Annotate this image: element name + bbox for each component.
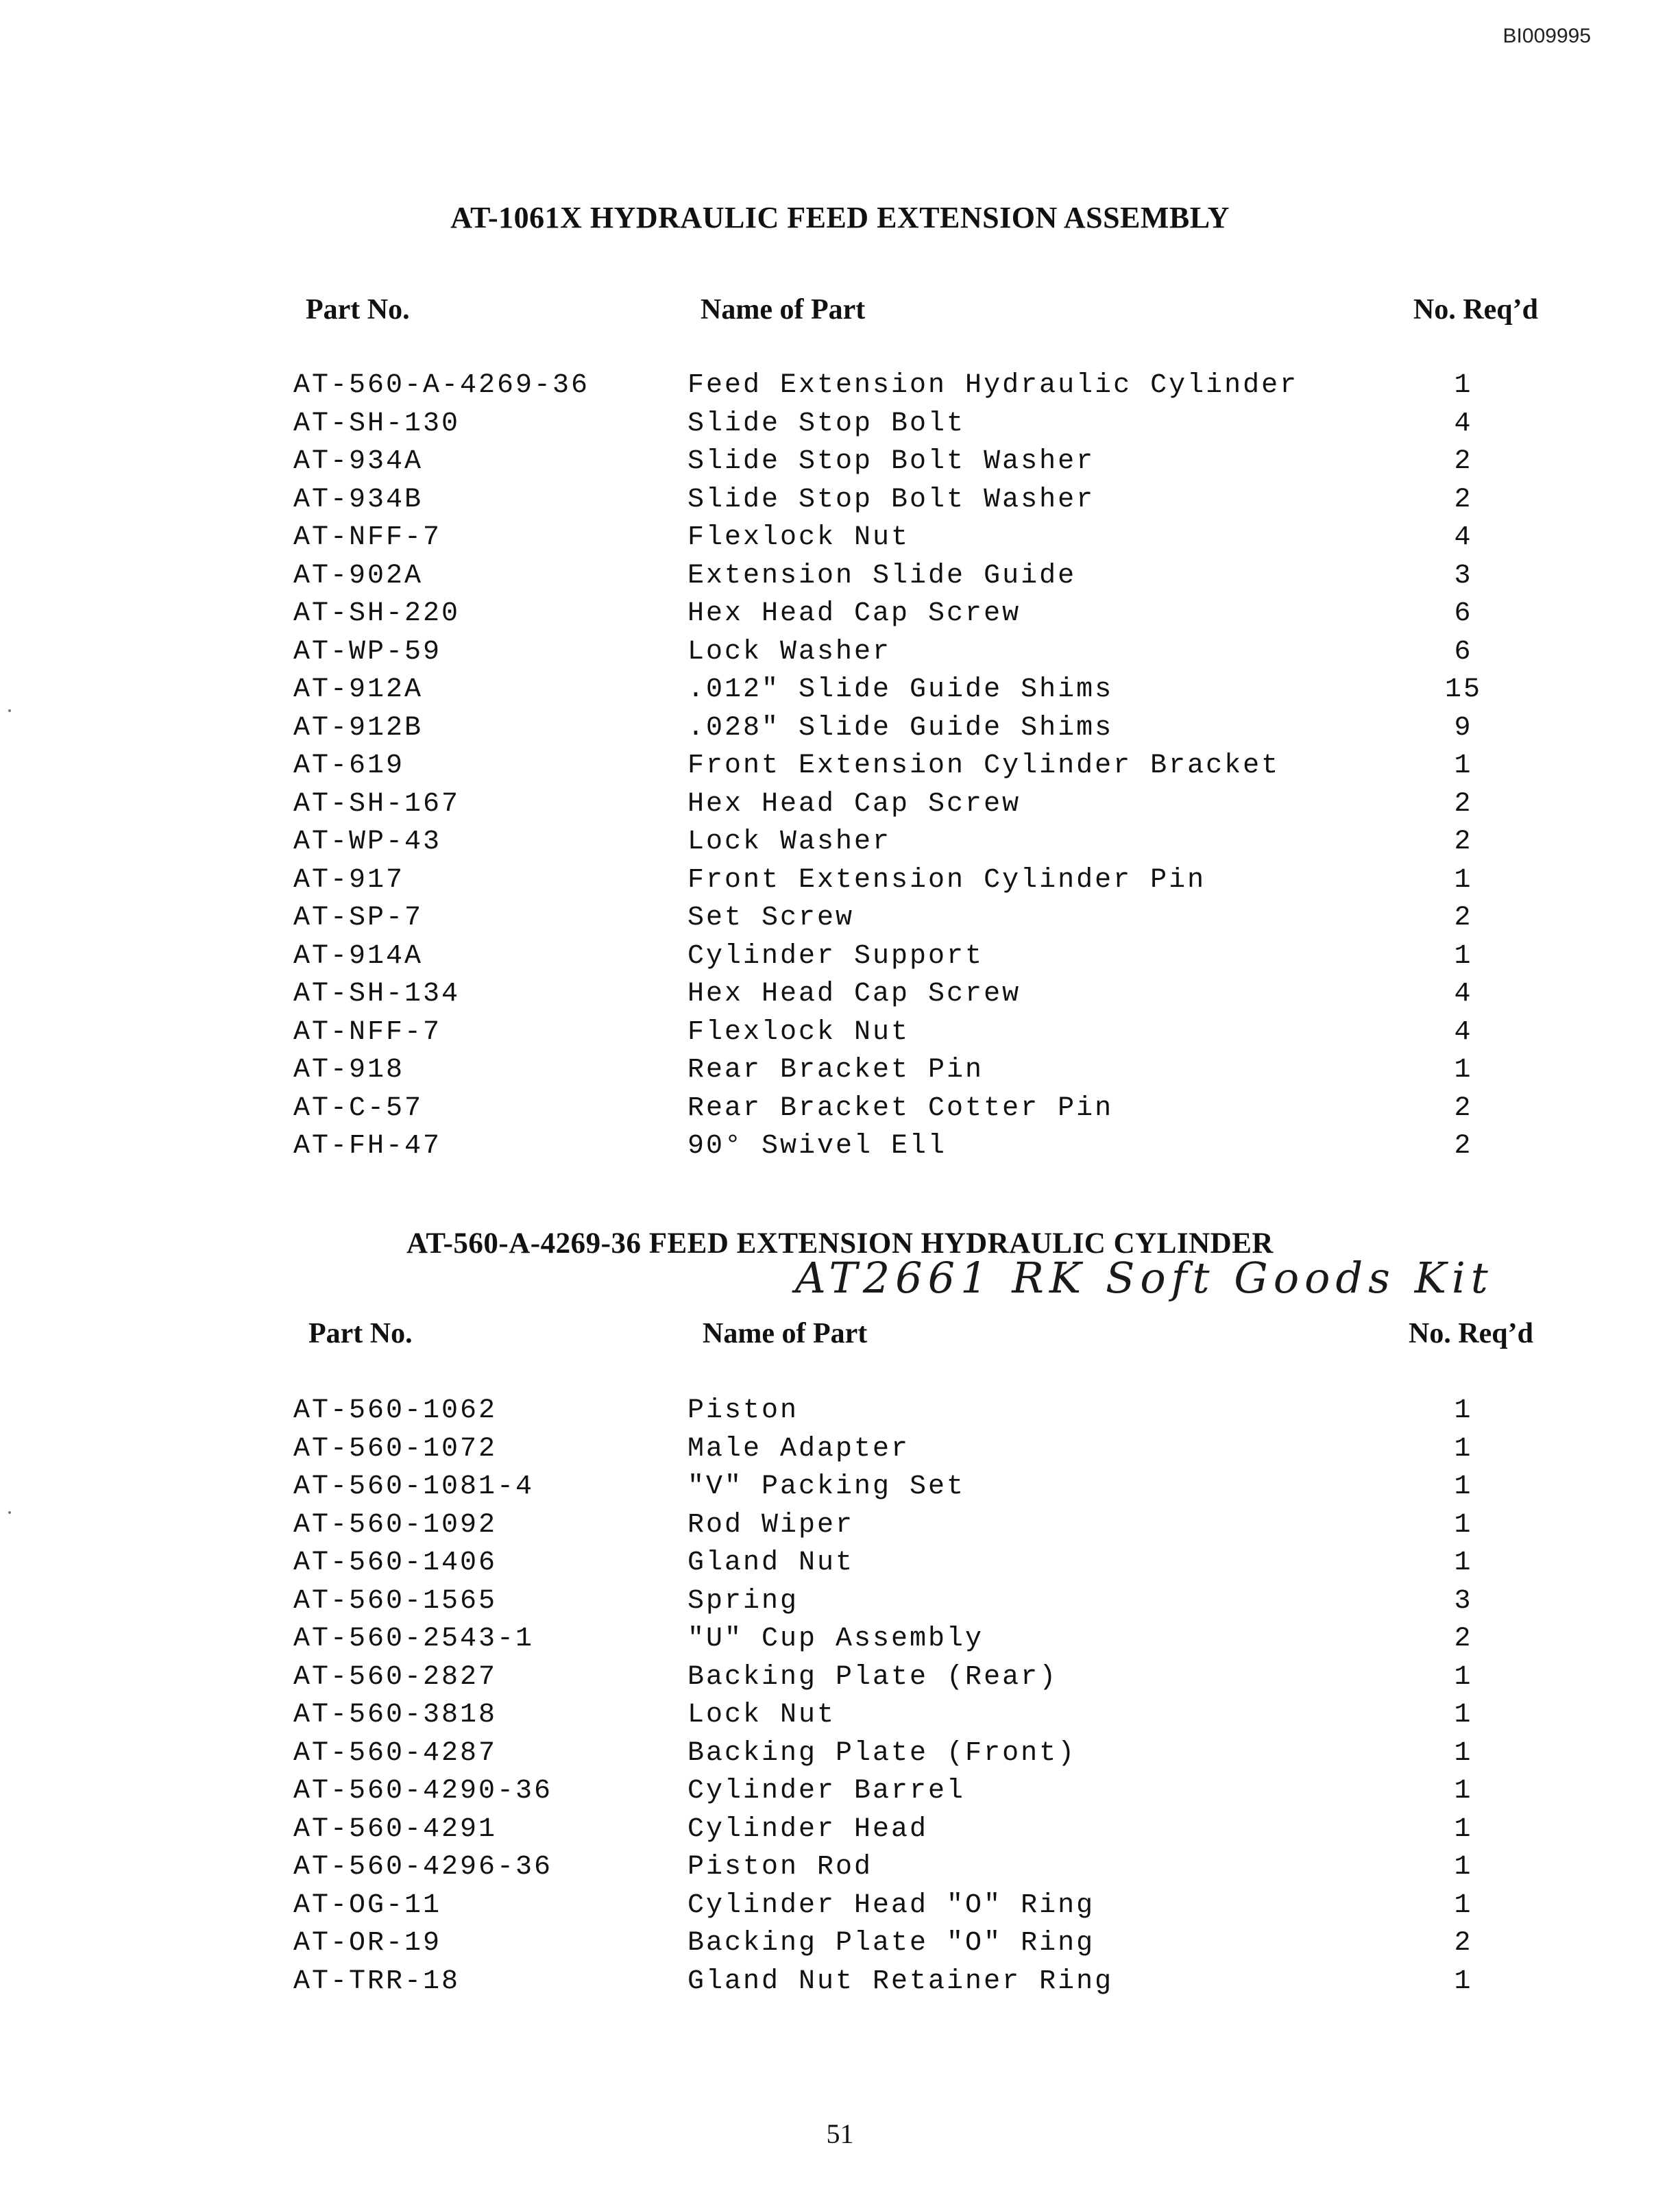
header-part-no: Part No. <box>308 1318 413 1349</box>
quantity-required: 2 <box>1454 484 1473 515</box>
part-number: AT-OG-11 <box>293 1889 442 1921</box>
quantity-required: 2 <box>1454 446 1473 477</box>
quantity-required: 2 <box>1454 1928 1473 1959</box>
header-qty-required: No. Req’d <box>1413 294 1539 326</box>
handwritten-note: AT2661 RK Soft Goods Kit <box>795 1253 1494 1303</box>
quantity-required: 9 <box>1454 712 1473 744</box>
part-name: Slide Stop Bolt Washer <box>687 446 1095 477</box>
table-row <box>0 789 1680 827</box>
part-number: AT-SP-7 <box>293 903 424 933</box>
quantity-required: 1 <box>1454 940 1473 972</box>
part-name: Front Extension Cylinder Bracket <box>687 750 1280 781</box>
table-row <box>0 713 1680 751</box>
table-row <box>0 1624 1680 1662</box>
quantity-required: 1 <box>1454 1852 1473 1883</box>
table-row <box>0 1547 1680 1586</box>
quantity-required: 1 <box>1454 1055 1473 1086</box>
part-name: Cylinder Head <box>687 1813 929 1845</box>
section-title-assembly: AT-1061X HYDRAULIC FEED EXTENSION ASSEMBLY <box>450 201 1230 234</box>
part-name: Slide Stop Bolt Washer <box>687 484 1095 515</box>
part-number: AT-560-1062 <box>293 1395 498 1426</box>
quantity-required: 1 <box>1454 1509 1473 1541</box>
quantity-required: 1 <box>1454 1547 1473 1578</box>
quantity-required: 1 <box>1454 370 1473 401</box>
part-name: Piston Rod <box>687 1852 873 1883</box>
part-name: Rear Bracket Cotter Pin <box>687 1092 1114 1124</box>
table-row <box>0 1928 1680 1966</box>
scan-speck <box>8 709 11 712</box>
part-name: Lock Washer <box>687 827 892 857</box>
part-number: AT-SH-130 <box>293 408 461 439</box>
part-name: Backing Plate (Rear) <box>687 1661 1058 1693</box>
quantity-required: 4 <box>1454 408 1473 439</box>
part-name: Hex Head Cap Screw <box>687 788 1021 820</box>
quantity-required: 2 <box>1454 1092 1473 1124</box>
part-number: AT-WP-43 <box>293 827 442 857</box>
part-name: Hex Head Cap Screw <box>687 979 1021 1009</box>
part-name: Spring <box>687 1585 799 1617</box>
quantity-required: 3 <box>1454 560 1473 591</box>
table-row <box>0 1471 1680 1510</box>
part-name: Cylinder Barrel <box>687 1776 966 1807</box>
quantity-required: 2 <box>1454 827 1473 857</box>
part-number: AT-902A <box>293 560 424 591</box>
part-name: Backing Plate (Front) <box>687 1737 1077 1769</box>
table-row <box>0 941 1680 979</box>
part-name: Extension Slide Guide <box>687 560 1077 591</box>
part-name: .012" Slide Guide Shims <box>687 674 1114 705</box>
part-number: AT-C-57 <box>293 1092 424 1124</box>
table-row <box>0 903 1680 941</box>
scan-speck <box>8 1511 11 1514</box>
part-number: AT-NFF-7 <box>293 522 442 553</box>
part-name: Set Screw <box>687 903 855 933</box>
table-row <box>0 1093 1680 1131</box>
table-row <box>0 1966 1680 2005</box>
table-row <box>0 1055 1680 1093</box>
part-number: AT-912A <box>293 674 424 705</box>
quantity-required: 2 <box>1454 903 1473 933</box>
table-row <box>0 1395 1680 1434</box>
table-row <box>0 1776 1680 1814</box>
parts-list-cylinder <box>0 1395 1680 2004</box>
table-row <box>0 598 1680 637</box>
table-row <box>0 446 1680 485</box>
quantity-required: 4 <box>1454 1016 1473 1048</box>
part-number: AT-TRR-18 <box>293 1966 461 1997</box>
part-name: Gland Nut <box>687 1547 855 1578</box>
part-name: Flexlock Nut <box>687 522 910 553</box>
parts-list-assembly <box>0 370 1680 1169</box>
quantity-required: 2 <box>1454 788 1473 820</box>
part-name: "V" Packing Set <box>687 1471 966 1502</box>
part-number: AT-560-4287 <box>293 1737 498 1769</box>
table-row <box>0 408 1680 447</box>
quantity-required: 4 <box>1454 979 1473 1009</box>
part-number: AT-SH-220 <box>293 598 461 629</box>
part-number: AT-FH-47 <box>293 1131 442 1162</box>
quantity-required: 6 <box>1454 636 1473 668</box>
header-part-no: Part No. <box>306 294 410 326</box>
table-row <box>0 1700 1680 1738</box>
part-name: Lock Washer <box>687 636 892 668</box>
part-number: AT-560-A-4269-36 <box>293 370 590 401</box>
part-name: Piston <box>687 1395 799 1426</box>
part-name: Hex Head Cap Screw <box>687 598 1021 629</box>
part-name: Slide Stop Bolt <box>687 408 966 439</box>
part-number: AT-934A <box>293 446 424 477</box>
table-row <box>0 370 1680 408</box>
part-name: 90° Swivel Ell <box>687 1131 947 1162</box>
part-name: Male Adapter <box>687 1433 910 1465</box>
part-name: Cylinder Head "O" Ring <box>687 1889 1095 1921</box>
quantity-required: 1 <box>1454 1813 1473 1845</box>
table-row <box>0 485 1680 523</box>
part-name: Rod Wiper <box>687 1509 855 1541</box>
part-name: Gland Nut Retainer Ring <box>687 1966 1114 1997</box>
part-number: AT-SH-134 <box>293 979 461 1009</box>
part-name: Rear Bracket Pin <box>687 1055 984 1086</box>
part-number: AT-619 <box>293 750 405 781</box>
quantity-required: 1 <box>1454 1661 1473 1693</box>
part-name: Flexlock Nut <box>687 1016 910 1048</box>
part-number: AT-560-1072 <box>293 1433 498 1465</box>
header-name-of-part: Name of Part <box>701 294 866 326</box>
table-row <box>0 1017 1680 1055</box>
quantity-required: 2 <box>1454 1624 1473 1654</box>
quantity-required: 2 <box>1454 1131 1473 1162</box>
part-number: AT-917 <box>293 864 405 896</box>
table-row <box>0 865 1680 903</box>
part-name: Feed Extension Hydraulic Cylinder <box>687 370 1299 401</box>
quantity-required: 1 <box>1454 1737 1473 1769</box>
table-row <box>0 1852 1680 1890</box>
table-row <box>0 1434 1680 1472</box>
quantity-required: 15 <box>1444 674 1482 705</box>
part-number: AT-560-1092 <box>293 1509 498 1541</box>
table-row <box>0 1662 1680 1700</box>
table-row <box>0 750 1680 789</box>
quantity-required: 1 <box>1454 1395 1473 1426</box>
quantity-required: 1 <box>1454 1471 1473 1502</box>
table-row <box>0 637 1680 675</box>
section-title-cylinder: AT-560-A-4269-36 FEED EXTENSION HYDRAULIC CYLINDER <box>406 1227 1274 1260</box>
quantity-required: 4 <box>1454 522 1473 553</box>
quantity-required: 1 <box>1454 1889 1473 1921</box>
quantity-required: 1 <box>1454 750 1473 781</box>
part-name: Lock Nut <box>687 1700 836 1730</box>
part-number: AT-560-4291 <box>293 1813 498 1845</box>
table-row <box>0 1890 1680 1929</box>
part-name: Front Extension Cylinder Pin <box>687 864 1206 896</box>
table-row <box>0 1738 1680 1776</box>
table-row <box>0 561 1680 599</box>
part-number: AT-560-2543-1 <box>293 1624 535 1654</box>
part-name: .028" Slide Guide Shims <box>687 712 1114 744</box>
part-number: AT-SH-167 <box>293 788 461 820</box>
part-number: AT-NFF-7 <box>293 1016 442 1048</box>
part-number: AT-912B <box>293 712 424 744</box>
part-name: Cylinder Support <box>687 940 984 972</box>
part-number: AT-914A <box>293 940 424 972</box>
part-number: AT-560-4290-36 <box>293 1776 553 1807</box>
part-number: AT-OR-19 <box>293 1928 442 1959</box>
part-number: AT-WP-59 <box>293 636 442 668</box>
table-row <box>0 979 1680 1017</box>
table-row <box>0 1586 1680 1624</box>
page-number: 51 <box>826 2118 854 2149</box>
table-row <box>0 827 1680 865</box>
part-number: AT-560-3818 <box>293 1700 498 1730</box>
table-row <box>0 674 1680 713</box>
part-number: AT-934B <box>293 484 424 515</box>
header-qty-required: No. Req’d <box>1409 1318 1534 1349</box>
table-row <box>0 1814 1680 1852</box>
header-name-of-part: Name of Part <box>703 1318 868 1349</box>
part-number: AT-560-1406 <box>293 1547 498 1578</box>
part-name: "U" Cup Assembly <box>687 1624 984 1654</box>
part-name: Backing Plate "O" Ring <box>687 1928 1095 1959</box>
table-row <box>0 1510 1680 1548</box>
quantity-required: 1 <box>1454 864 1473 896</box>
part-number: AT-560-1081-4 <box>293 1471 535 1502</box>
table-row <box>0 1131 1680 1169</box>
part-number: AT-560-2827 <box>293 1661 498 1693</box>
quantity-required: 3 <box>1454 1585 1473 1617</box>
part-number: AT-560-4296-36 <box>293 1852 553 1883</box>
part-number: AT-918 <box>293 1055 405 1086</box>
document-id: BI009995 <box>1502 25 1591 47</box>
quantity-required: 1 <box>1454 1433 1473 1465</box>
quantity-required: 1 <box>1454 1966 1473 1997</box>
quantity-required: 6 <box>1454 598 1473 629</box>
quantity-required: 1 <box>1454 1776 1473 1807</box>
part-number: AT-560-1565 <box>293 1585 498 1617</box>
quantity-required: 1 <box>1454 1700 1473 1730</box>
table-row <box>0 522 1680 561</box>
